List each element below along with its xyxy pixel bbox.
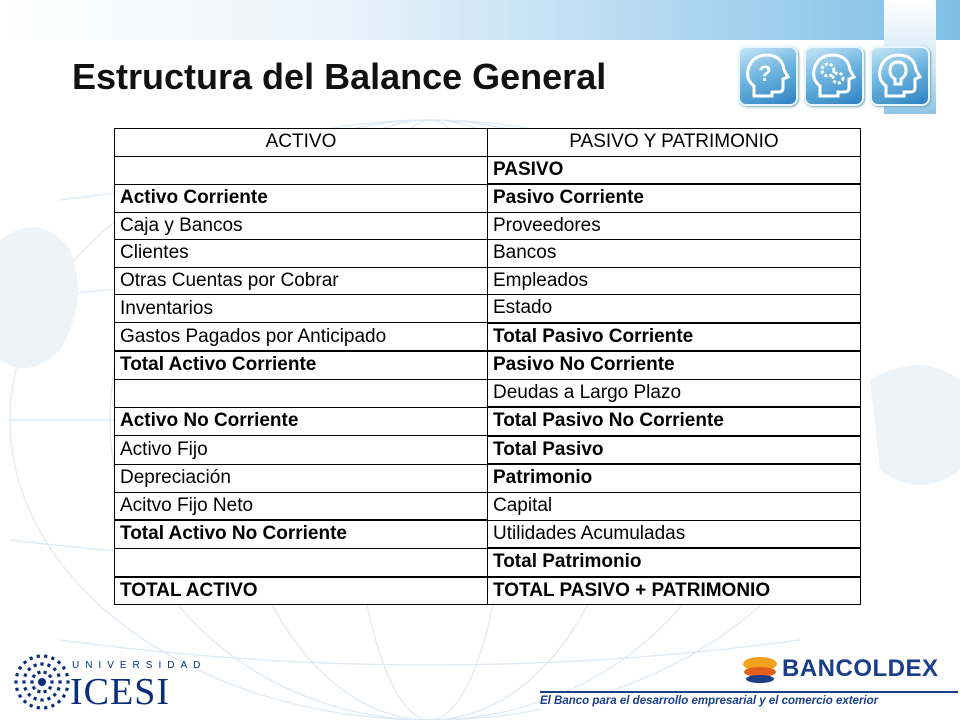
table-row [115,156,861,184]
activo-cell: Total Activo No Corriente [115,520,488,548]
activo-cell: Otras Cuentas por Cobrar [115,267,488,295]
activo-cell: Activo No Corriente [115,407,488,436]
svg-text:?: ? [758,61,772,86]
pasivo-patrimonio-cell: Bancos [488,240,861,268]
icesi-name-text: ICESI [70,671,170,713]
activo-cell: Activo Fijo [115,436,488,465]
bancoldex-symbol-icon [742,654,778,686]
pasivo-patrimonio-cell: Proveedores [488,212,861,240]
table-row [115,407,861,436]
icesi-logo [12,652,72,712]
pasivo-patrimonio-cell: Total Pasivo Corriente [488,323,861,352]
table-row [115,295,861,323]
table-row [115,464,861,492]
table-row [115,267,861,295]
pasivo-patrimonio-cell: Total Pasivo No Corriente [488,407,861,436]
activo-cell: Gastos Pagados por Anticipado [115,323,488,352]
question-head-icon [738,46,798,106]
gears-head-icon [804,46,864,106]
activo-cell: Activo Corriente [115,184,488,212]
activo-cell [115,548,488,577]
header-icons [738,46,938,110]
page-title: Estructura del Balance General [72,56,607,97]
pasivo-patrimonio-cell: Estado [488,295,861,323]
pasivo-patrimonio-cell: Total Patrimonio [488,548,861,577]
header-activo: ACTIVO [115,129,488,157]
header-pasivo-patrimonio: PASIVO Y PATRIMONIO [488,129,861,157]
pasivo-patrimonio-cell: TOTAL PASIVO + PATRIMONIO [488,577,861,605]
pasivo-patrimonio-cell: Utilidades Acumuladas [488,520,861,548]
pasivo-patrimonio-cell: PASIVO [488,156,861,184]
pasivo-patrimonio-cell: Empleados [488,267,861,295]
activo-cell: Total Activo Corriente [115,351,488,379]
activo-cell: Clientes [115,240,488,268]
balance-sheet-table [114,128,861,605]
table-row [115,548,861,577]
table-row [115,436,861,465]
table-row [115,212,861,240]
bancoldex-name: BANCOLDEX [782,655,939,682]
table-header-row [115,129,861,157]
table-row [115,240,861,268]
icesi-universidad-text: UNIVERSIDAD [72,660,207,671]
table-row [115,379,861,407]
activo-cell: Caja y Bancos [115,212,488,240]
table-row [115,577,861,605]
pasivo-patrimonio-cell: Pasivo No Corriente [488,351,861,379]
balance-table-wrapper [114,128,861,605]
table-row [115,520,861,548]
table-row [115,492,861,520]
pasivo-patrimonio-cell: Total Pasivo [488,436,861,465]
lightbulb-head-icon [870,46,930,106]
bancoldex-tagline: El Banco para el desarrollo empresarial y el comercio exterior [540,695,879,707]
activo-cell [115,156,488,184]
activo-cell: Inventarios [115,295,488,323]
pasivo-patrimonio-cell: Pasivo Corriente [488,184,861,212]
bancoldex-tagline-bar [540,691,958,715]
pasivo-patrimonio-cell: Deudas a Largo Plazo [488,379,861,407]
table-row [115,351,861,379]
activo-cell [115,379,488,407]
activo-cell: Depreciación [115,464,488,492]
table-row [115,323,861,352]
table-row [115,184,861,212]
activo-cell: TOTAL ACTIVO [115,577,488,605]
pasivo-patrimonio-cell: Capital [488,492,861,520]
activo-cell: Acitvo Fijo Neto [115,492,488,520]
pasivo-patrimonio-cell: Patrimonio [488,464,861,492]
